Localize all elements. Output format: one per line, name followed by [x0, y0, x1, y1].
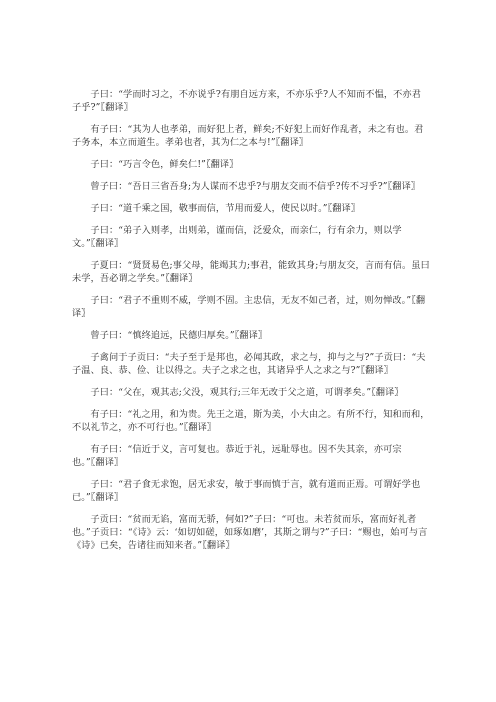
paragraph	[72, 224, 430, 250]
document-body	[72, 88, 430, 561]
paragraph	[72, 158, 430, 171]
paragraph-text: 子曰：“道千乘之国，敬事而信，节用而爱人，使民以时。”	[90, 203, 328, 214]
translate-link[interactable]: 〖翻译〗	[234, 330, 268, 341]
translate-link[interactable]: 〖翻译〗	[72, 295, 426, 319]
translate-link[interactable]: 〖翻译〗	[183, 422, 217, 433]
paragraph	[72, 202, 430, 215]
translate-link[interactable]: 〖翻译〗	[90, 238, 124, 249]
translate-link[interactable]: 〖翻译〗	[360, 365, 394, 376]
paragraph-text: 有子曰：“其为人也孝弟，而好犯上者，鲜矣;不好犯上而好作乱者，未之有也。君子务本，本立而道生。孝弟也者，其为仁之本与!”	[72, 124, 424, 148]
paragraph-text: 曾子曰：“吾日三省吾身;为人谋而不忠乎?与朋友交而不信乎?传不习乎?”	[90, 181, 388, 192]
paragraph-text: 子曰：“学而时习之，不亦说乎?有朋自远方来，不亦乐乎?人不知而不愠，不亦君子乎?”	[72, 89, 422, 113]
translate-link[interactable]: 〖翻译〗	[275, 137, 309, 148]
paragraph-text: 有子曰：“信近于义，言可复也。恭近于礼，远耻辱也。因不失其亲，亦可宗也。”	[72, 444, 402, 468]
paragraph-text: 子曰：“君子不重则不威，学则不固。主忠信，无友不如己者，过，则勿惮改。”	[90, 295, 412, 306]
paragraph	[72, 123, 430, 149]
paragraph	[72, 351, 430, 377]
paragraph	[72, 408, 430, 434]
paragraph-text: 子贡曰：“贫而无谄，富而无骄，何如?”子曰：“可也。未若贫而乐，富而好礼者也。”子贡曰：“《诗》云：‘如切如磋，如琢如磨’，其斯之谓与?”子曰：“赐也，始可与言《诗》已矣，告诸往而知来者。”	[72, 514, 428, 551]
paragraph	[72, 443, 430, 469]
translate-link[interactable]: 〖翻译〗	[100, 102, 133, 113]
translate-link[interactable]: 〖翻译〗	[371, 387, 404, 398]
paragraph	[72, 386, 430, 399]
translate-link[interactable]: 〖翻译〗	[202, 540, 235, 551]
paragraph	[72, 88, 430, 114]
paragraph-text: 子曰：“君子食无求饱，居无求安，敏于事而慎于言，就有道而正焉。可谓好学也已。”	[72, 479, 421, 503]
paragraph-text: 子禽问于子贡曰：“夫子至于是邦也，必闻其政，求之与，抑与之与?”子贡曰：“夫子温、良、恭、俭、让以得之。夫子之求之也，其诸异乎人之求之与?”	[72, 352, 426, 376]
translate-link[interactable]: 〖翻译〗	[205, 159, 239, 170]
paragraph-text: 有子曰：“礼之用，和为贵。先王之道，斯为美，小大由之。有所不行，知和而和，不以礼节之，亦不可行也。”	[72, 409, 430, 433]
paragraph	[72, 294, 430, 320]
paragraph	[72, 259, 430, 285]
translate-link[interactable]: 〖翻译〗	[90, 457, 124, 468]
paragraph-text: 子曰：“父在，观其志;父没，观其行;三年无改于父之道，可谓孝矣。”	[90, 387, 372, 398]
paragraph	[72, 180, 430, 193]
paragraph-text: 曾子曰：“慎终追远，民德归厚矣。”	[90, 330, 235, 341]
translate-link[interactable]: 〖翻译〗	[165, 273, 198, 284]
paragraph-text: 子夏曰：“贤贤易色;事父母，能竭其力;事君，能致其身;与朋友交，言而有信。虽曰未学，吾必谓之学矣。”	[72, 260, 430, 284]
paragraph-text: 子曰：“弟子入则孝，出则弟，谨而信，泛爱众，而亲仁，行有余力，则以学文。”	[72, 225, 402, 249]
paragraph	[72, 329, 430, 342]
paragraph-text: 子曰：“巧言令色，鲜矣仁!”	[90, 159, 206, 170]
translate-link[interactable]: 〖翻译〗	[387, 181, 421, 192]
translate-link[interactable]: 〖翻译〗	[327, 203, 361, 214]
paragraph	[72, 513, 430, 552]
paragraph	[72, 478, 430, 504]
translate-link[interactable]: 〖翻译〗	[90, 492, 124, 503]
